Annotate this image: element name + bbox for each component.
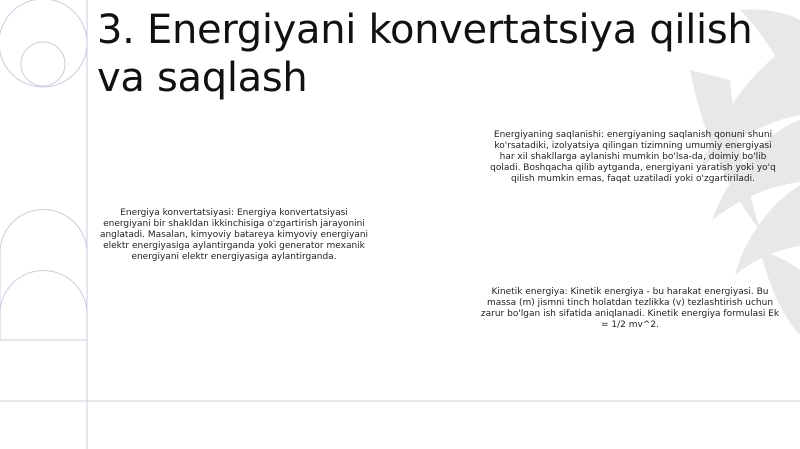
paragraph-energy-conservation: Energiyaning saqlanishi: energiyaning saqlanish qonuni shuni ko'rsatadiki, izolyatsiya qilingan tizimning umumiy energiyasi har xil shakllarga aylanishi mumkin bo'lsa-da, doimiy bo'lib qoladi. Boshqacha qilib aytganda, energiyani yaratish yoki yo'q qilish mumkin emas, faqat uzatiladi yoki o'zgartiriladi.	[490, 130, 776, 184]
paragraph-energy-conversion: Energiya konvertatsiyasi: Energiya konvertatsiyasi energiyani bir shakldan ikkinchisiga o'zgartirish jarayonini anglatadi. Masalan, kimyoviy batareya kimyoviy energiyani elektr energiyasiga aylantirganda yoki generator mexanik energiyani elektr energiyasiga aylantirganda.	[99, 208, 369, 262]
paragraph-kinetic-energy: Kinetik energiya: Kinetik energiya - bu harakat energiyasi. Bu massa (m) jismni tinch holatdan tezlikka (v) tezlashtirish uchun zarur bo'lgan ish sifatida aniqlanadi. Kinetik energiya formulasi Ek = 1/2 mv^2.	[480, 287, 780, 330]
slide-title: 3. Energiyani konvertatsiya qilish va saqlash	[97, 7, 753, 101]
